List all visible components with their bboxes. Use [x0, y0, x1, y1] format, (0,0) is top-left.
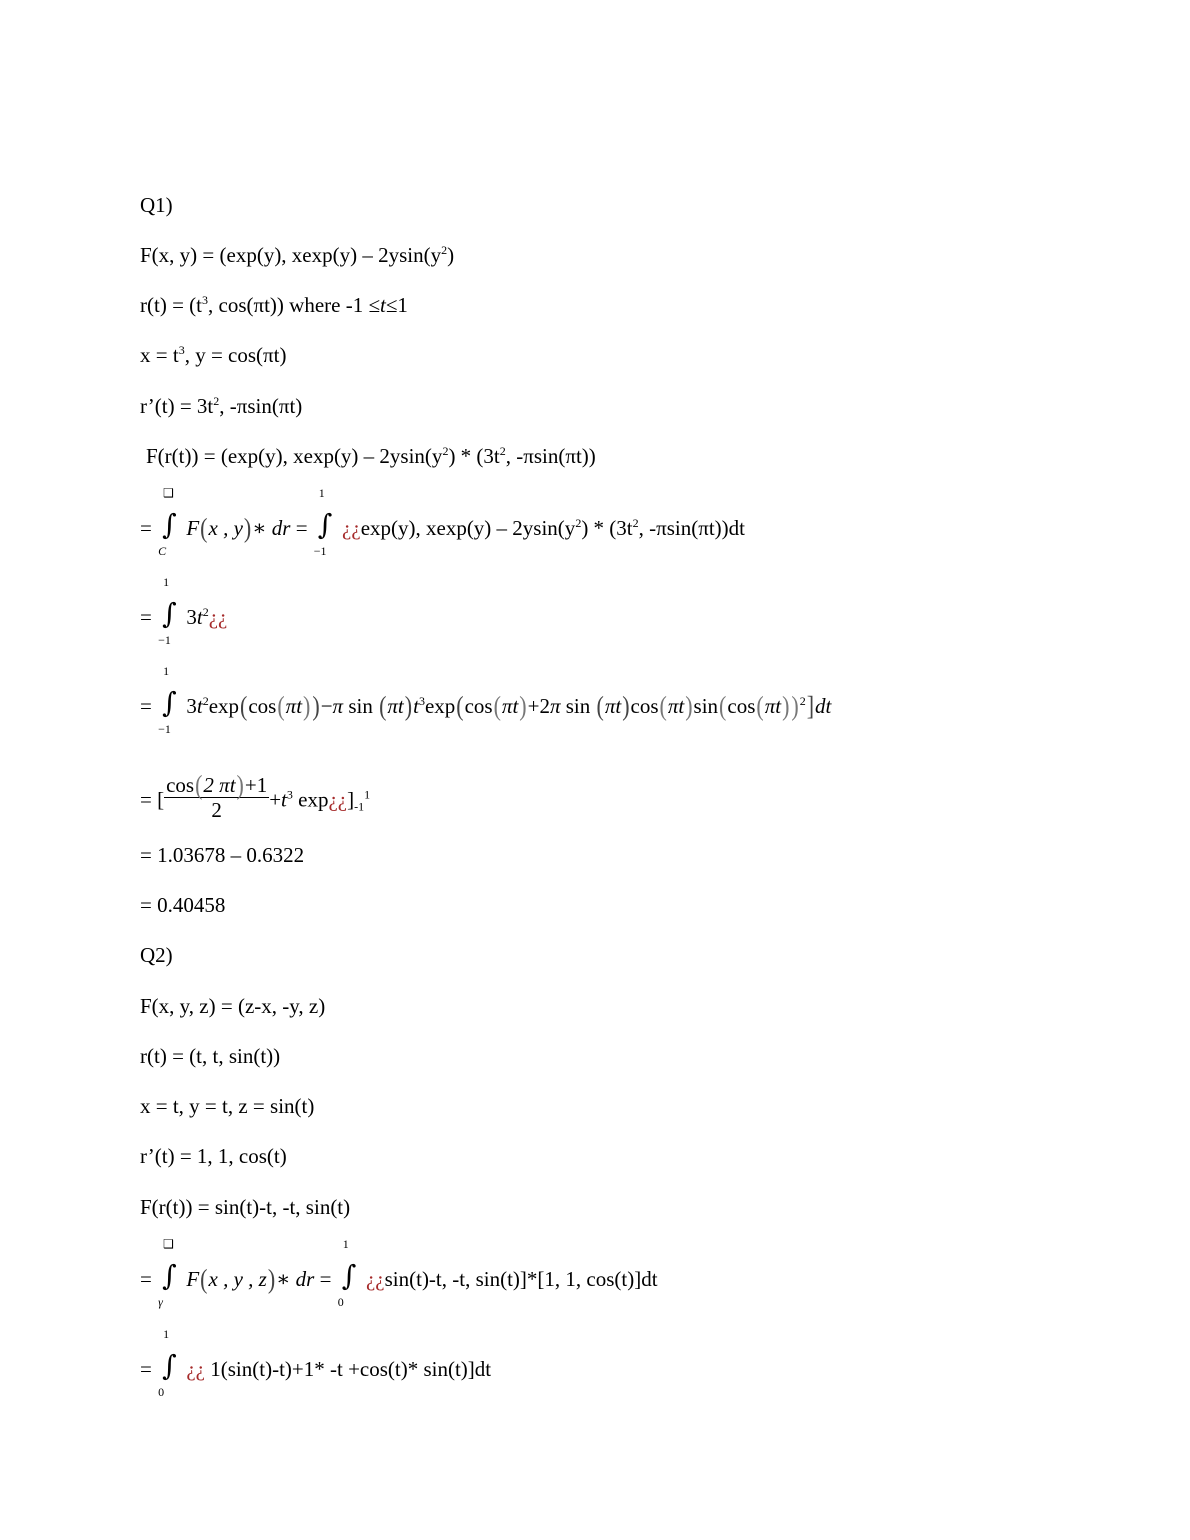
q2-vector-field: F(x, y, z) = (z-x, -y, z)	[140, 994, 326, 1018]
fraction: $\frac{\cos(2 \pi t)+1}{2}$	[166, 768, 268, 822]
q1-result: = 0.40458	[140, 893, 226, 917]
garbled-glyph: ¿¿	[186, 1357, 205, 1381]
q1-line-integral: = ∫ ❑ C F(x , y)∗ dr = ∫ 1 −1 ¿¿exp(y), $xexp(y) - 2ysin(y^2) * (3t^2$, -πsin(πt))dt	[140, 486, 745, 558]
garbled-glyph: ¿¿	[328, 787, 348, 812]
integral-sign: ∫ ❑ γ	[158, 1237, 177, 1309]
q2-line-integral: = ∫ ❑ γ F(x , y , z)∗ dr = ∫ 1 0 ¿¿sin(t)-t, -t, sin(t)]*[1, 1, cos(t)]dt	[140, 1237, 658, 1309]
q2-field-on-curve: F(r(t)) = sin(t)-t, -t, sin(t)	[140, 1195, 351, 1219]
q1-antiderivative: = [ $\frac{\cos(2 \pi t)+1}{2}$ $+t^3$ $\exp¿¿]_{-1}^1$	[140, 768, 371, 822]
q1-heading: Q1)	[140, 193, 173, 217]
q2-heading: Q2)	[140, 943, 173, 967]
q1-field-on-curve: F(r(t)) = (exp(y), $xexp(y) - 2ysin(y^2) * (3t^2$, -πsin(πt))	[146, 444, 596, 468]
q1-curve: $r(t) = (t^3$, cos(πt)) where -1 ≤t≤1	[140, 293, 408, 317]
q2-step-integral: = ∫ 1 0 ¿¿ 1(sin(t)-t)+1* -t +cos(t)* sin(t)]dt	[140, 1327, 492, 1399]
q1-evaluation: = 1.03678 – 0.6322	[140, 843, 305, 867]
q1-vector-field: F(x, y) = (exp(y), $xexp(y) - 2ysin(y^2)$	[140, 243, 455, 267]
integral-sign: ∫ 1 −1	[158, 575, 177, 647]
integral-sign: ∫ ❑ C	[158, 486, 177, 558]
garbled-glyph: ¿¿	[208, 605, 228, 629]
q2-curve: r(t) = (t, t, sin(t))	[140, 1044, 281, 1068]
integral-sign: ∫ 1 −1	[158, 664, 177, 736]
integral-sign: ∫ 1 −1	[313, 486, 333, 558]
q2-parametric: x = t, y = t, z = sin(t)	[140, 1094, 315, 1118]
integral-sign: ∫ 1 0	[337, 1237, 357, 1309]
q1-expanded-integral: = ∫ 1 −1 $3t^2\exp(\cos(\pi t))-\pi$ $\sin (\pi t)t^3\exp(\cos(\pi t)+2\pi$ $\sin (\pi t)\cos(\pi t)\sin(\cos(\pi t))^2]dt$	[140, 664, 832, 736]
q2-derivative: r’(t) = 1, 1, cos(t)	[140, 1144, 287, 1168]
q1-parametric: $x = t^3$, y = cos(πt)	[140, 343, 287, 367]
garbled-glyph: ¿¿	[365, 1267, 385, 1291]
garbled-glyph: ¿¿	[342, 516, 361, 540]
q1-step-integral: = ∫ 1 −1 $3t^2¿¿$	[140, 575, 228, 647]
integral-sign: ∫ 1 0	[158, 1327, 177, 1399]
q1-derivative: r’(t) = $3t^2$, -πsin(πt)	[140, 394, 303, 418]
